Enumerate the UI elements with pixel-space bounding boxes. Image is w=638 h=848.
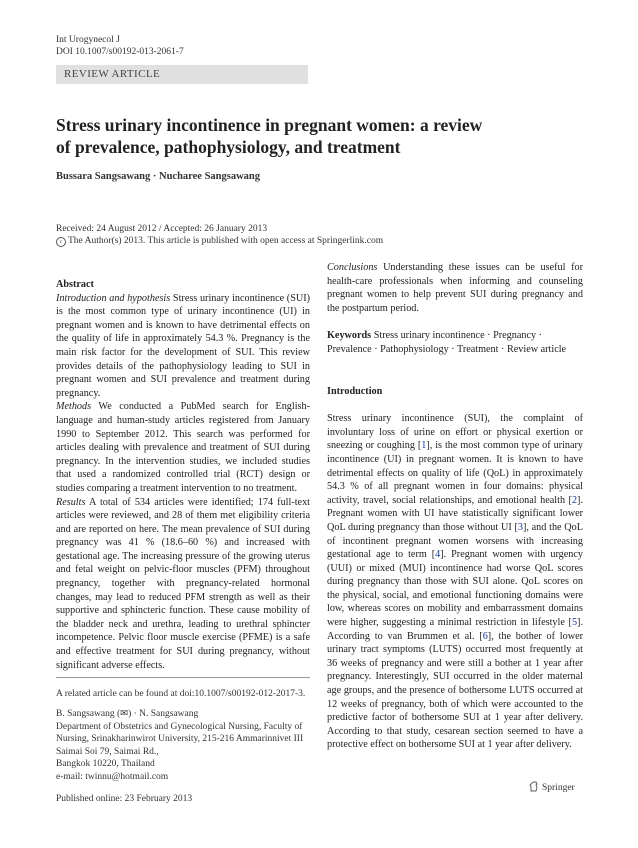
abstract-methods (56, 400, 310, 495)
title-line-2: of prevalence, pathophysiology, and treatment (56, 137, 401, 157)
affiliation-city: Bangkok 10220, Thailand (56, 759, 155, 770)
introduction-heading: Introduction (327, 385, 383, 397)
received-accepted: Received: 24 August 2012 / Accepted: 26 January 2013 (56, 224, 268, 234)
footnote-divider (56, 677, 310, 678)
title-line-1: Stress urinary incontinence in pregnant women: a review (56, 115, 483, 135)
publisher-name: Springer (542, 783, 575, 793)
intro-text-f: ]. According to van Brummen et al. [ (327, 617, 583, 642)
citation-link[interactable]: 3 (517, 521, 523, 533)
results-text: A total of 534 articles were identified; 174 full-text articles were reviewed, and 28 of them met eligibility criteria and are reported on here. The mean prevalence of SUI during pregnancy was 41 % (18.6–60 %) and increased with gestational age. The increasing pressure of the growing uterus and fetal weight on pelvic-floor muscles (PFM) throughout pregnancy, together with pregnancy-related hormonal changes, may lead to reduced PFM strength as well as their supportive and sphincteric function. These cause mobility of the bladder neck and urethra, leading to urethral sphincter incompetence. Pelvic floor muscle exercise (PFME) is a safe and effective treatment for SUI during pregnancy, without significant adverse effects. (56, 496, 310, 671)
methods-text: We conducted a PubMed search for English-language and human-study articles registered from January 1990 to September 2012. This search was performed for articles dealing with prevalence and treatment of SUI during pregnancy. In the intervention studies, we included studies that used a randomized controlled trial (RCT) design or studies comparing a treatment intervention to no treatment. (56, 401, 310, 494)
intro-label: Introduction and hypothesis (56, 292, 171, 304)
intro-text-e: ]. Pregnant women with urgency (UUI) or mixed (MUI) incontinence had worse QoL scores during pregnancy than those with SUI alone. QoL scores on the physical, social, and emotional functioning domains were low, whereas scores on mobility and embarrassment domains were higher, suggesting a minimal restriction in lifestyle [ (327, 549, 583, 629)
abstract-results (56, 496, 310, 673)
intro-text-c: ]. Pregnant women with UI have statistically significant lower QoL during pregnancy than those without UI [ (327, 494, 583, 533)
results-label: Results (56, 496, 86, 508)
affiliation-authors: B. Sangsawang (✉) · N. Sangsawang (56, 709, 199, 719)
affiliation-address: Saimai Soi 79, Saimai Rd., (56, 746, 159, 757)
citation-link[interactable]: 1 (421, 440, 427, 452)
journal-header (56, 34, 184, 58)
springer-horse-icon (529, 781, 539, 792)
article-type-band (56, 65, 308, 84)
publisher-logo (529, 781, 575, 793)
abstract-introduction (56, 292, 310, 401)
affiliation-email[interactable]: e-mail: twinnu@hotmail.com (56, 771, 169, 782)
article-title (56, 114, 576, 158)
abstract-heading: Abstract (56, 279, 94, 290)
conclusions-label: Conclusions (327, 262, 378, 273)
intro-text: Stress urinary incontinence (SUI) is the most common type of urinary incontinence (UI) in pregnant women and is known to have detrimental effects on the quality of life in approximately 54.3 %. Pregnancy is the main risk factor for the development of SUI. This review provides details of the pathophysiology leading to SUI in pregnant women and SUI prevalence and treatment during pregnancy. (56, 292, 310, 399)
conclusions-text: Understanding these issues can be useful for health-care professionals when informing and counseling pregnant women to help prevent SUI during pregnancy and the postpartum period. (327, 262, 583, 314)
introduction-paragraph (327, 412, 583, 752)
right-column (327, 261, 583, 752)
affiliation (56, 708, 310, 784)
intro-text-g: ], the bother of lower urinary tract symptoms (LUTS) occurred most frequently at 36 weeks of pregnancy and were still a bother at 1 year after pregnancy. Interestingly, SUI occurred in the older maternal age groups, and the presence of bothersome LUTS occurred at 12 weeks of pregnancy, both of which were accounted to the predictive factor of bothersome SUI at 1 year after delivery. According to that study, cesarean section seemed to have a protective effect on bothersome SUI at 1 year after delivery. (327, 630, 584, 751)
citation-link[interactable]: 6 (482, 630, 488, 642)
authors: Bussara Sangsawang · Nucharee Sangsawang (56, 171, 261, 182)
journal-name: Int Urogynecol J (56, 35, 120, 45)
keywords-text: Stress urinary incontinence · Pregnancy · Prevalence · Pathophysiology · Treatment · Review article (327, 330, 567, 355)
citation-link[interactable]: 5 (571, 617, 578, 629)
published-online: Published online: 23 February 2013 (56, 794, 193, 804)
methods-label: Methods (56, 401, 92, 413)
citation-link[interactable]: 2 (571, 494, 578, 506)
keywords-label: Keywords (327, 330, 372, 342)
license-text: The Author(s) 2013. This article is published with open access at Springerlink.com (68, 236, 384, 246)
affiliation-university: Nursing, Srinakharinwirot University, 215-216 Ammarinnivet III (56, 734, 304, 745)
abstract-conclusions (327, 261, 583, 315)
copyright-icon: c (56, 237, 66, 247)
related-article-note: A related article can be found at doi:10.1007/s00192-012-2017-3. (56, 689, 306, 699)
intro-text-d: ], and the QoL of incontinent pregnant women worsens with increasing gestational age to term [ (327, 521, 583, 561)
article-type: REVIEW ARTICLE (64, 68, 161, 80)
affiliation-department: Department of Obstetrics and Gynecological Nursing, Faculty of (56, 721, 303, 732)
intro-text-a: Stress urinary incontinence (SUI), the complaint of involuntary loss of urine on effort or physical exertion or sneezing or coughing [ (327, 413, 583, 452)
license-line (56, 235, 383, 247)
intro-text-b: ], is the most common type of urinary incontinence (UI) in pregnant women. It is known to have detrimental effects on quality of life (QoL) in approximately 54.3 % of all pregnant women in four domains: physical activity, travel, social relationships, and emotional health [ (327, 440, 583, 506)
citation-link[interactable]: 4 (435, 549, 441, 561)
keywords (327, 329, 583, 356)
doi: DOI 10.1007/s00192-013-2061-7 (56, 47, 184, 57)
abstract-column (56, 278, 310, 672)
article-dates (56, 223, 383, 247)
